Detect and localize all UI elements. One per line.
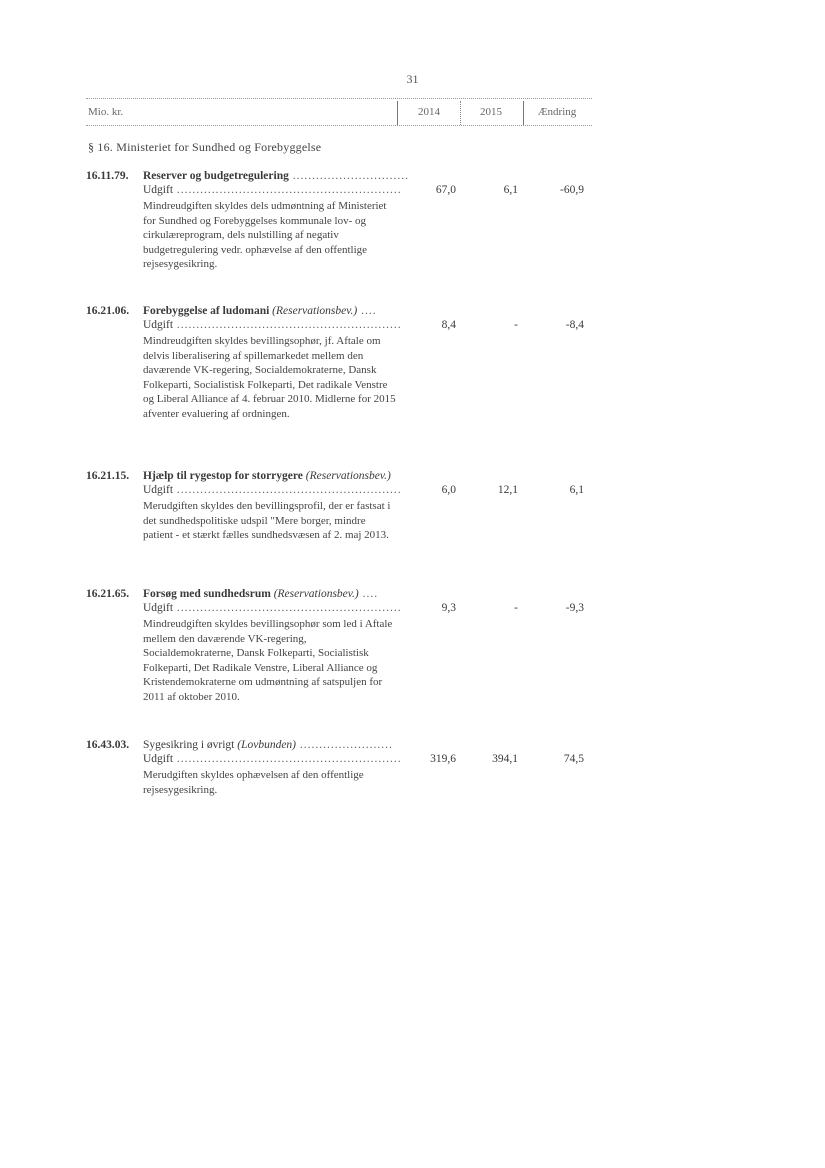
unit-label: Mio. kr. xyxy=(88,106,124,118)
entry-subtitle-text: Udgift xyxy=(143,184,174,196)
leader-dots: .... xyxy=(357,305,377,317)
entry-description: Merudgiften skyldes ophævelsen af den offentlige rejsesygesikring. xyxy=(143,769,364,796)
entry-title-note: (Lovbunden) xyxy=(237,739,297,751)
leader-dots: .......................................................... xyxy=(173,184,402,196)
leader-dots: ........................ xyxy=(296,739,393,751)
entry-subtitle xyxy=(143,753,402,765)
leader-dots: .......................................................... xyxy=(173,484,402,496)
column-header xyxy=(86,98,592,126)
entry-description: Mindreudgiften skyldes dels udmøntning af Ministeriet for Sundhed og Forebyggelses kommunale lov- og cirkulæreprogram, dels nulstilling af negativ budgetregulering vedr. ophævelse af den offentlige rejsesygesikring. xyxy=(143,200,387,271)
value-2015: - xyxy=(514,602,518,614)
entry-description: Mindreudgiften skyldes bevillingsophør som led i Aftale mellem den daværende VK-regering, Socialdemokraterne, Dansk Folkeparti, Socialistisk Folkeparti, Det Radikale Venstre, Liberal Alliance og Kristendemokraterne om udmøntning af satspuljen for 2011 af oktober 2010. xyxy=(143,618,393,703)
entry-subtitle xyxy=(143,602,402,614)
entry-title xyxy=(143,170,409,182)
entry-title-note: (Reservationsbev.) xyxy=(273,588,359,600)
leader-dots: .............................. xyxy=(288,170,409,182)
entry-title xyxy=(143,588,393,600)
entry-title-text: Hjælp til rygestop for storrygere xyxy=(143,470,303,482)
entry-title-note: (Reservationsbev.) xyxy=(272,305,358,317)
entry-title-note: (Reservationsbev.) xyxy=(305,470,391,482)
value-change: 6,1 xyxy=(569,484,584,496)
account-code: 16.43.03. xyxy=(86,739,130,751)
entry-title xyxy=(143,305,393,317)
value-2014: 67,0 xyxy=(435,184,456,196)
leader-dots: .... xyxy=(358,588,379,600)
entry-subtitle-text: Udgift xyxy=(143,753,174,765)
value-2014: 9,3 xyxy=(441,602,456,614)
leader-dots: .......................................................... xyxy=(173,602,402,614)
value-change: 74,5 xyxy=(563,753,584,765)
column-change-label: Ændring xyxy=(537,106,577,118)
entry-title-text: Reserver og budgetregulering xyxy=(143,170,289,182)
entry-title xyxy=(143,739,393,751)
value-2014: 8,4 xyxy=(441,319,456,331)
account-code: 16.21.65. xyxy=(86,588,130,600)
entry-description: Mindreudgiften skyldes bevillingsophør, jf. Aftale om delvis liberalisering af spillemarkedet mellem den daværende VK-regering, Socialdemokraterne, Dansk Folkeparti, Socialistisk Folkeparti, Det radikale Venstre og Liberal Alliance af 4. februar 2010. Midlerne for 2015 afventer evaluering af ordningen. xyxy=(143,335,396,420)
entry-title-text: Forebyggelse af ludomani xyxy=(143,305,270,317)
value-2015: 12,1 xyxy=(497,484,518,496)
value-2014: 6,0 xyxy=(441,484,456,496)
entry-subtitle xyxy=(143,319,402,331)
page-number: 31 xyxy=(406,72,419,86)
value-2015: 6,1 xyxy=(503,184,518,196)
leader-dots: .......................................................... xyxy=(173,319,402,331)
column-2015-label: 2015 xyxy=(480,106,502,118)
value-2015: 394,1 xyxy=(492,753,518,765)
entry-description: Merudgiften skyldes den bevillingsprofil, der er fastsat i det sundhedspolitiske udspil "Mere borger, mindre patient - et stærkt fælles sundhedsvæsen af 2. maj 2013. xyxy=(143,500,391,542)
entry-subtitle xyxy=(143,184,402,196)
entry-title xyxy=(143,470,393,482)
section-title: § 16. Ministeriet for Sundhed og Forebyggelse xyxy=(88,140,322,154)
entry-subtitle-text: Udgift xyxy=(143,319,174,331)
account-code: 16.21.06. xyxy=(86,305,130,317)
entry-title-text: Sygesikring i øvrigt xyxy=(143,739,235,751)
value-change: -8,4 xyxy=(565,319,584,331)
leader-dots: .......................................................... xyxy=(173,753,402,765)
entry-subtitle-text: Udgift xyxy=(143,602,174,614)
account-code: 16.11.79. xyxy=(86,170,129,182)
value-change: -9,3 xyxy=(565,602,584,614)
entry-subtitle xyxy=(143,484,402,496)
entry-title-text: Forsøg med sundhedsrum xyxy=(143,588,271,600)
value-2015: - xyxy=(514,319,518,331)
entry-subtitle-text: Udgift xyxy=(143,484,174,496)
value-2014: 319,6 xyxy=(430,753,456,765)
column-2014-label: 2014 xyxy=(418,106,440,118)
account-code: 16.21.15. xyxy=(86,470,130,482)
value-change: -60,9 xyxy=(560,184,584,196)
